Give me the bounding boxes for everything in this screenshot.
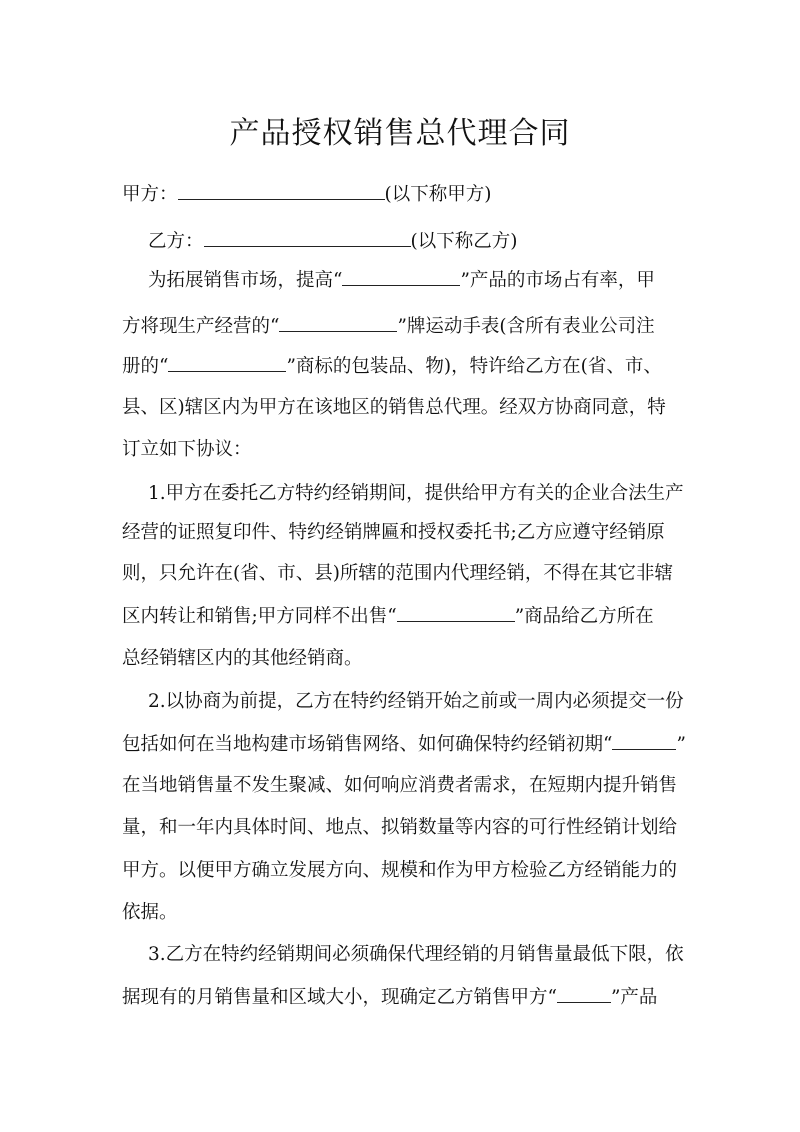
party-a-blank[interactable] (178, 181, 385, 200)
party-b-blank[interactable] (204, 228, 411, 247)
intro-text: 册的“ (122, 356, 169, 377)
clause2-line-5: 甲方。以便甲方确立发展方向、规模和作为甲方检验乙方经销能力的 (122, 860, 678, 881)
brand-name-blank[interactable] (279, 313, 397, 332)
clause2-text: 包括如何在当地构建市场销售网络、如何确保特约经销初期“ (122, 734, 613, 755)
clause1-text: 区内转让和销售;甲方同样不出售“ (122, 606, 397, 627)
clause3-product-blank[interactable] (557, 984, 611, 1003)
party-b-label: 乙方： (148, 231, 204, 252)
clause1-line-1: 1.甲方在委托乙方特约经销期间，提供给甲方有关的企业合法生产 (148, 483, 684, 504)
trademark-blank[interactable] (168, 353, 286, 372)
intro-text: 方将现生产经营的“ (122, 316, 280, 337)
party-b-line (148, 228, 517, 255)
intro-line-1 (148, 267, 655, 294)
clause1-text: ”商品给乙方所在 (514, 606, 654, 627)
clause1-line-5: 总经销辖区内的其他经销商。 (122, 648, 363, 669)
intro-text: 为拓展销售市场，提高“ (148, 270, 343, 291)
product-name-blank[interactable] (342, 267, 460, 286)
clause3-line-2 (122, 984, 657, 1011)
intro-line-2 (122, 313, 655, 340)
intro-text: ”牌运动手表(含所有表业公司注 (397, 316, 655, 337)
clause2-line-2 (122, 731, 686, 758)
party-b-suffix: (以下称乙方) (410, 231, 518, 252)
clause2-text: ” (676, 734, 686, 755)
clause2-line-4: 量，和一年内具体时间、地点、拟销数量等内容的可行性经销计划给 (122, 817, 678, 838)
intro-line-5: 订立如下协议： (122, 439, 252, 460)
clause2-line-1: 2.以协商为前提，乙方在特约经销开始之前或一周内必须提交一份 (148, 691, 684, 712)
intro-text: ”产品的市场占有率，甲 (460, 270, 655, 291)
party-a-label: 甲方： (122, 184, 178, 205)
party-a-line (122, 181, 491, 208)
clause2-initial-period-blank[interactable] (612, 731, 676, 750)
party-a-suffix: (以下称甲方) (384, 184, 492, 205)
intro-line-4: 县、区)辖区内为甲方在该地区的销售总代理。经双方协商同意，特 (122, 397, 666, 418)
clause1-line-2: 经营的证照复印件、特约经销牌匾和授权委托书;乙方应遵守经销原 (122, 522, 665, 543)
document-title: 产品授权销售总代理合同 (229, 116, 571, 151)
intro-text: ”商标的包装品、物)，特许给乙方在(省、市、 (286, 356, 662, 377)
clause1-line-3: 则，只允许在(省、市、县)所辖的范围内代理经销，不得在其它非辖 (122, 563, 673, 584)
clause2-line-6: 依据。 (122, 902, 178, 923)
clause3-line-1: 3.乙方在特约经销期间必须确保代理经销的月销售量最低下限，依 (148, 944, 684, 965)
clause1-line-4 (122, 603, 654, 630)
clause3-text: ”产品 (610, 987, 658, 1008)
clause2-line-3: 在当地销售量不发生聚减、如何响应消费者需求，在短期内提升销售 (122, 775, 678, 796)
intro-line-3 (122, 353, 662, 380)
clause1-product-blank[interactable] (397, 603, 515, 622)
clause3-text: 据现有的月销售量和区域大小，现确定乙方销售甲方“ (122, 987, 557, 1008)
